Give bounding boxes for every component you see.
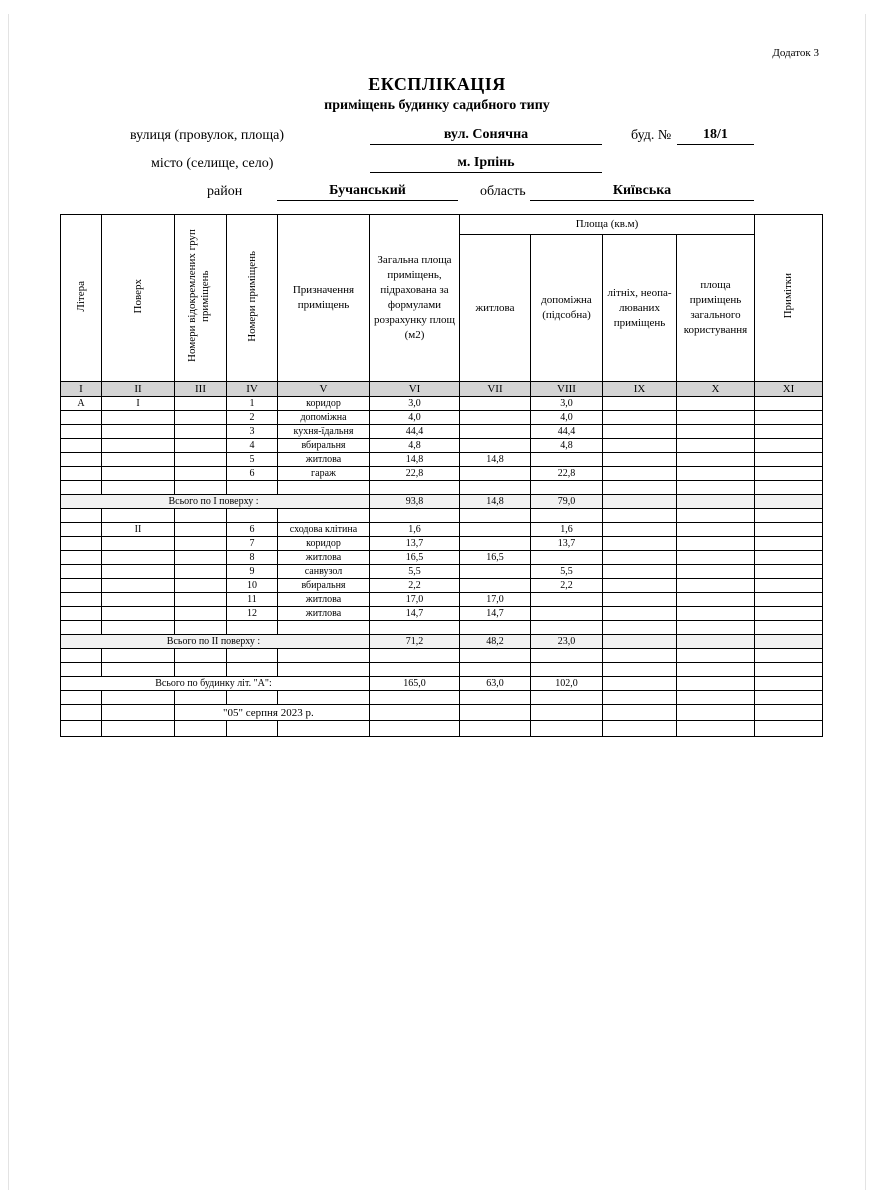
city-label: місто (селище, село) (151, 156, 274, 171)
building-total-label: Всього по будинку літ. "А": (61, 677, 370, 691)
table-row (61, 397, 823, 411)
room-living (460, 565, 531, 579)
room-aux (531, 551, 603, 565)
room-aux: 1,6 (531, 523, 603, 537)
room-total: 5,5 (370, 565, 460, 579)
room-aux (531, 453, 603, 467)
room-living (460, 537, 531, 551)
floor2-total-aux: 23,0 (531, 635, 603, 649)
building-total: 165,0 (370, 677, 460, 691)
document-subtitle: приміщень будинку садибного типу (324, 98, 550, 113)
col-number: IV (227, 382, 278, 397)
room-total: 16,5 (370, 551, 460, 565)
room-aux (531, 607, 603, 621)
room-living: 14,8 (460, 453, 531, 467)
room-purpose: коридор (278, 397, 370, 411)
room-living: 14,7 (460, 607, 531, 621)
room-living: 16,5 (460, 551, 531, 565)
district-value: Бучанський (277, 182, 458, 201)
room-living (460, 411, 531, 425)
col-number: XI (755, 382, 823, 397)
region-label: область (480, 184, 526, 199)
room-number: 6 (227, 467, 278, 481)
date-row (61, 705, 823, 721)
col-number: VI (370, 382, 460, 397)
room-number: 4 (227, 439, 278, 453)
table-row (61, 453, 823, 467)
room-number: 5 (227, 453, 278, 467)
header-auxiliary: допоміжна (підсобна) (531, 235, 603, 382)
room-aux: 44,4 (531, 425, 603, 439)
table-row (61, 579, 823, 593)
header-room-numbers: Номери приміщень (227, 215, 278, 382)
room-aux: 2,2 (531, 579, 603, 593)
header-floor: Поверх (102, 215, 175, 382)
room-aux: 4,8 (531, 439, 603, 453)
room-total: 44,4 (370, 425, 460, 439)
room-total: 4,0 (370, 411, 460, 425)
header-total-area: Загальна площа приміщень, підрахована за формулами розрахунку площ (м2) (370, 215, 460, 382)
empty-row (61, 481, 823, 495)
room-total: 17,0 (370, 593, 460, 607)
col-number: X (677, 382, 755, 397)
empty-row (61, 721, 823, 737)
street-value: вул. Сонячна (370, 126, 602, 145)
room-number: 7 (227, 537, 278, 551)
header-groups: Номери відокремлених груп приміщень (175, 215, 227, 382)
room-purpose: допоміжна (278, 411, 370, 425)
room-purpose: гараж (278, 467, 370, 481)
room-number: 8 (227, 551, 278, 565)
room-purpose: житлова (278, 607, 370, 621)
room-purpose: санвузол (278, 565, 370, 579)
room-purpose: житлова (278, 551, 370, 565)
col-number: VII (460, 382, 531, 397)
floor1-total: 93,8 (370, 495, 460, 509)
col-number: VIII (531, 382, 603, 397)
room-total: 3,0 (370, 397, 460, 411)
header-summer: літніх, неопа-люваних приміщень (603, 235, 677, 382)
room-aux: 22,8 (531, 467, 603, 481)
col-number: IX (603, 382, 677, 397)
annex-label: Додаток 3 (772, 47, 819, 59)
header-living: житлова (460, 235, 531, 382)
floor2-total-label: Всього по II поверху : (61, 635, 370, 649)
floor1-total-row (61, 495, 823, 509)
room-aux (531, 593, 603, 607)
floor2-total-row (61, 635, 823, 649)
room-number: 2 (227, 411, 278, 425)
building-total-living: 63,0 (460, 677, 531, 691)
room-purpose: вбиральня (278, 439, 370, 453)
room-total: 2,2 (370, 579, 460, 593)
room-total: 14,7 (370, 607, 460, 621)
room-number: 6 (227, 523, 278, 537)
col-number: III (175, 382, 227, 397)
room-living (460, 523, 531, 537)
header-area-group: Площа (кв.м) (460, 215, 755, 235)
room-living: 17,0 (460, 593, 531, 607)
floor2-total: 71,2 (370, 635, 460, 649)
explication-table (60, 214, 823, 737)
room-living (460, 439, 531, 453)
room-aux: 3,0 (531, 397, 603, 411)
header-litera: Літера (61, 215, 102, 382)
street-label: вулиця (провулок, площа) (130, 128, 285, 143)
table-row (61, 607, 823, 621)
document-title: ЕКСПЛІКАЦІЯ (368, 74, 506, 94)
floor1-total-label: Всього по I поверху : (61, 495, 370, 509)
district-label: район (207, 184, 243, 199)
litera-cell: А (61, 397, 102, 411)
table-row (61, 537, 823, 551)
building-total-aux: 102,0 (531, 677, 603, 691)
table-row (61, 565, 823, 579)
empty-row (61, 621, 823, 635)
col-number: V (278, 382, 370, 397)
empty-row (61, 691, 823, 705)
room-aux: 5,5 (531, 565, 603, 579)
floor-cell: II (102, 523, 175, 537)
room-number: 12 (227, 607, 278, 621)
room-purpose: житлова (278, 453, 370, 467)
floor2-total-living: 48,2 (460, 635, 531, 649)
room-living (460, 467, 531, 481)
empty-row (61, 649, 823, 663)
building-label: буд. № (631, 128, 672, 143)
col-number: I (61, 382, 102, 397)
header-purpose: Призначення приміщень (278, 215, 370, 382)
table-row (61, 523, 823, 537)
header-notes: Примітки (755, 215, 823, 382)
room-purpose: сходова клітина (278, 523, 370, 537)
room-living (460, 397, 531, 411)
room-purpose: вбиральня (278, 579, 370, 593)
room-total: 4,8 (370, 439, 460, 453)
floor1-total-aux: 79,0 (531, 495, 603, 509)
col-number: II (102, 382, 175, 397)
room-living (460, 425, 531, 439)
room-number: 3 (227, 425, 278, 439)
room-purpose: житлова (278, 593, 370, 607)
floor-cell: I (102, 397, 175, 411)
region-value: Київська (530, 182, 754, 201)
empty-row (61, 663, 823, 677)
room-number: 1 (227, 397, 278, 411)
document-date: "05" серпня 2023 р. (175, 705, 370, 721)
room-living (460, 579, 531, 593)
room-number: 11 (227, 593, 278, 607)
city-value: м. Ірпінь (370, 154, 602, 173)
table-row (61, 425, 823, 439)
building-total-row (61, 677, 823, 691)
table-row (61, 467, 823, 481)
table-row (61, 593, 823, 607)
table-row (61, 411, 823, 425)
room-aux: 13,7 (531, 537, 603, 551)
room-number: 9 (227, 565, 278, 579)
building-value: 18/1 (677, 126, 754, 145)
room-total: 1,6 (370, 523, 460, 537)
table-row (61, 439, 823, 453)
room-total: 22,8 (370, 467, 460, 481)
roman-numeral-row (61, 382, 823, 397)
room-total: 13,7 (370, 537, 460, 551)
room-number: 10 (227, 579, 278, 593)
table-row (61, 551, 823, 565)
header-common: площа приміщень загального користування (677, 235, 755, 382)
room-total: 14,8 (370, 453, 460, 467)
floor1-total-living: 14,8 (460, 495, 531, 509)
room-purpose: коридор (278, 537, 370, 551)
room-purpose: кухня-їдальня (278, 425, 370, 439)
empty-row (61, 509, 823, 523)
room-aux: 4,0 (531, 411, 603, 425)
